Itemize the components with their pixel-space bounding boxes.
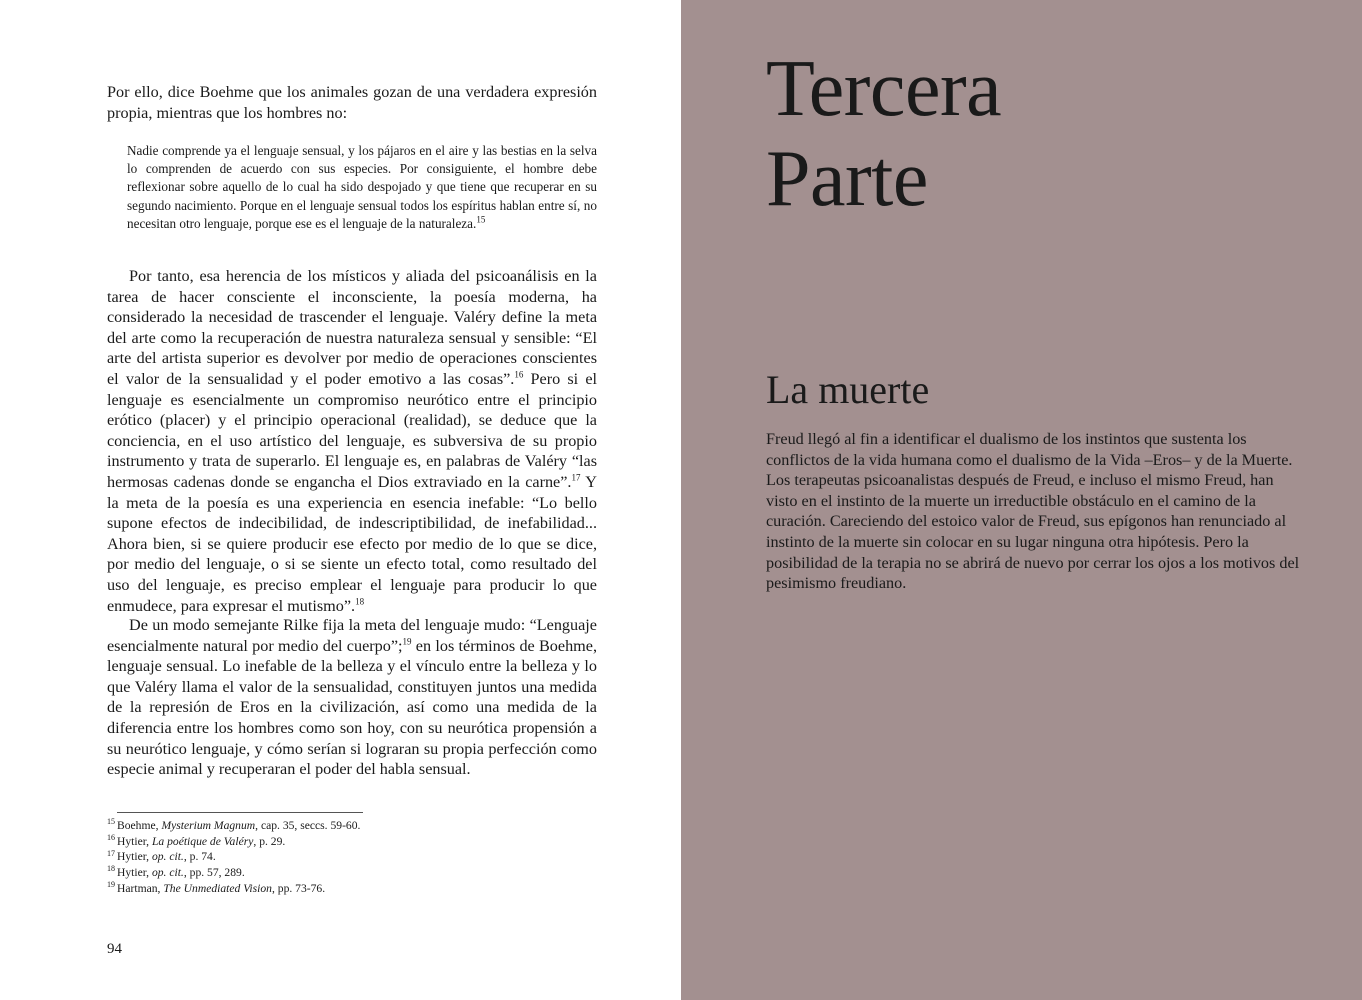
footnote-ref-17: 17 — [571, 472, 581, 483]
block-quote — [127, 142, 597, 233]
footnote-item — [107, 818, 597, 834]
footnote-work: La poétique de Valéry — [151, 834, 254, 848]
paragraph-intro: Por ello, dice Boehme que los animales gozan de una verdadera expresión propia, mientras que los hombres no: — [107, 83, 597, 122]
footnote-rest: , cap. 35, seccs. 59-60. — [255, 819, 361, 832]
footnote-work: op. cit. — [151, 866, 184, 880]
paragraph-poetry-part-3: Y la meta de la poesía es una experiencia en esencia inefable: “Lo bello supone efectos de indecibilidad, de indescriptibilidad, de inefabilidad... Ahora bien, si se quiere producir ese efecto por medio de lo que se dice, por medio del lenguaje, o si se siente un efecto total, como resultado del uso del lenguaje, es preciso emplear el lenguaje para producir lo que enmudece, para expresar el mutismo”. — [107, 472, 597, 615]
footnotes-list — [107, 818, 597, 897]
page-number: 94 — [107, 941, 122, 957]
footnote-number: 19 — [107, 879, 115, 889]
footnote-work: op. cit. — [151, 850, 184, 864]
part-title — [766, 44, 1286, 224]
footnote-rest: , pp. 57, 289. — [183, 866, 245, 880]
paragraph-poetry-part-2: Pero si el lenguaje es esencialmente un compromiso neurótico entre el principio erótico (placer) y el principio operacional (realidad), se deduce que la conciencia, en el uso artístico del lenguaje, es subversiva de su propio instrumento y trata de superarlo. El lenguaje es, en palabras de Valéry “las hermosas cadenas donde se engancha el Dios extraviado en la carne”. — [107, 369, 597, 491]
footnote-author: Hytier, — [117, 834, 152, 848]
footnote-rest: , p. 29. — [253, 834, 286, 848]
paragraph-poetry — [107, 266, 597, 616]
chapter-intro-text: Freud llegó al fin a identificar el dualismo de los instintos que sustenta los conflictos de la vida humana como el dualismo de la Vida –Eros– y de la Muerte. Los terapeutas psicoanalistas después de Freud, e incluso el mismo Freud, han visto en el instinto de la muerte un irreductible obstáculo en el camino de la curación. Careciendo del estoico valor de Freud, sus epígonos han renunciado al instinto de la muerte sin colocar en su lugar ninguna otra hipótesis. Pero la posibilidad de la terapia no se abrirá de nuevo por cerrar los ojos a los motivos del pesimismo freudiano. — [766, 430, 1300, 593]
part-title-line-1: Tercera — [766, 45, 1002, 133]
footnote-item — [107, 834, 597, 850]
footnote-rest: , p. 74. — [183, 850, 216, 864]
part-title-line-2: Parte — [766, 135, 928, 223]
footnote-item — [107, 849, 597, 865]
footnote-work: The Unmediated Vision — [163, 881, 272, 895]
footnote-number: 18 — [107, 864, 115, 874]
paragraph-rilke — [107, 615, 597, 780]
footnote-item — [107, 881, 597, 897]
footnote-ref-15: 15 — [476, 214, 486, 225]
footnote-ref-18: 18 — [355, 596, 365, 607]
footnote-item — [107, 865, 597, 881]
footnote-author: Hartman, — [117, 881, 164, 895]
footnote-ref-16: 16 — [514, 369, 524, 380]
footnote-ref-19: 19 — [402, 636, 412, 647]
quote-text: Nadie comprende ya el lenguaje sensual, y los pájaros en el aire y las bestias en la selva lo comprenden de acuerdo con sus especies. Por consiguiente, el hombre debe reflexionar sobre aquello de lo cual ha sido despojado y que tiene que recuperar en su segundo nacimiento. Porque en el lenguaje sensual todos los espíritus hablan entre sí, no necesitan otro lenguaje, porque ese es el lenguaje de la naturaleza. — [127, 143, 597, 231]
paragraph-rilke-part-1: De un modo semejante Rilke fija la meta del lenguaje mudo: “Lenguaje esencialmente natural por medio del cuerpo”; — [107, 616, 597, 655]
footnote-number: 17 — [107, 848, 115, 858]
footnote-rest: , pp. 73-76. — [271, 881, 326, 895]
paragraph-rilke-part-2: en los términos de Boehme, lenguaje sensual. Lo inefable de la belleza y el vínculo entre la belleza y lo que Valéry llama el valor de la sensualidad, constituyen juntos una medida de la represión de Eros en la civilización, así como una medida de la diferencia entre los hombres como son hoy, con su neurótica propensión a su neurótico lenguaje, y cómo serían si lograran su propia perfección como especie animal y recuperaran el poder del habla sensual. — [107, 636, 597, 779]
footnote-number: 16 — [107, 832, 115, 842]
footnote-work: Mysterium Magnum — [161, 819, 256, 832]
footnote-divider — [117, 812, 363, 813]
footnote-author: Hytier, — [117, 850, 152, 864]
paragraph-poetry-part-1: Por tanto, esa herencia de los místicos y aliada del psicoanálisis en la tarea de hacer consciente el inconsciente, la poesía moderna, ha considerado la necesidad de trascender el lenguaje. Valéry define la meta del arte como la recuperación de nuestra naturaleza sensual y sensible: “El arte del artista superior es devolver por medio de operaciones conscientes el valor de la sensualidad y el poder emotivo a las cosas”. — [107, 267, 597, 388]
footnote-number: 15 — [107, 817, 115, 827]
footnote-author: Boehme, — [117, 819, 162, 832]
chapter-title: La muerte — [766, 367, 930, 412]
footnote-author: Hytier, — [117, 866, 152, 880]
